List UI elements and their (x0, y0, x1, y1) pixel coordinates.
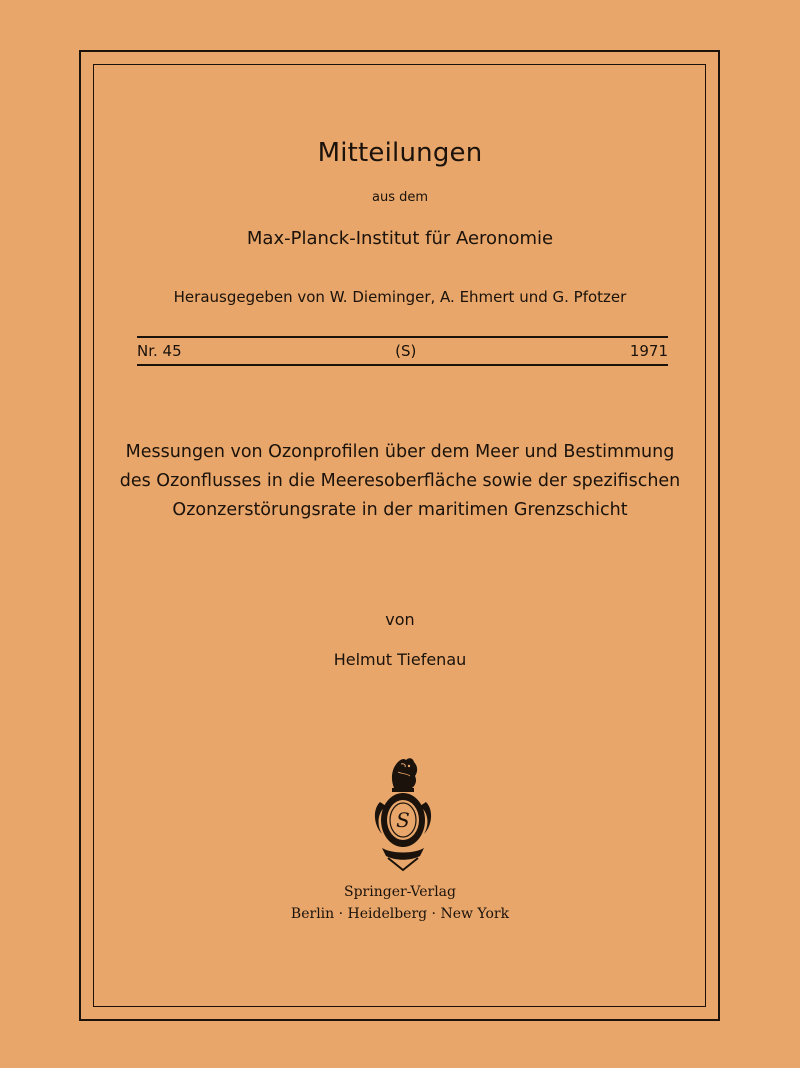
top-rule (137, 336, 668, 338)
bottom-rule (137, 364, 668, 366)
issue-year: 1971 (629, 342, 668, 360)
institute-name: Max-Planck-Institut für Aeronomie (246, 228, 554, 249)
author-name: Helmut Tiefenau (333, 650, 467, 669)
editors-line: Herausgegeben von W. Dieminger, A. Ehmert und G. Pfotzer (173, 288, 627, 306)
springer-chess-knight-logo-icon (368, 754, 438, 872)
publisher-cities: Berlin · Heidelberg · New York (290, 906, 510, 922)
series-title: Mitteilungen (317, 138, 483, 168)
series-code: (S) (395, 342, 417, 360)
aus-dem-label: aus dem (371, 190, 429, 205)
title-line: Messungen von Ozonprofilen über dem Meer und Bestimmung (125, 442, 675, 462)
title-line: Ozonzerstörungsrate in der maritimen Grenzschicht (172, 500, 628, 520)
logo-monogram: S (396, 808, 410, 832)
issue-number: Nr. 45 (137, 342, 182, 360)
publisher-name: Springer-Verlag (344, 884, 456, 900)
von-label: von (385, 610, 415, 629)
title-line: des Ozonflusses in die Meeresoberfläche sowie der spezifischen (119, 471, 681, 491)
issue-info-row (137, 342, 668, 360)
publication-title (110, 438, 690, 525)
